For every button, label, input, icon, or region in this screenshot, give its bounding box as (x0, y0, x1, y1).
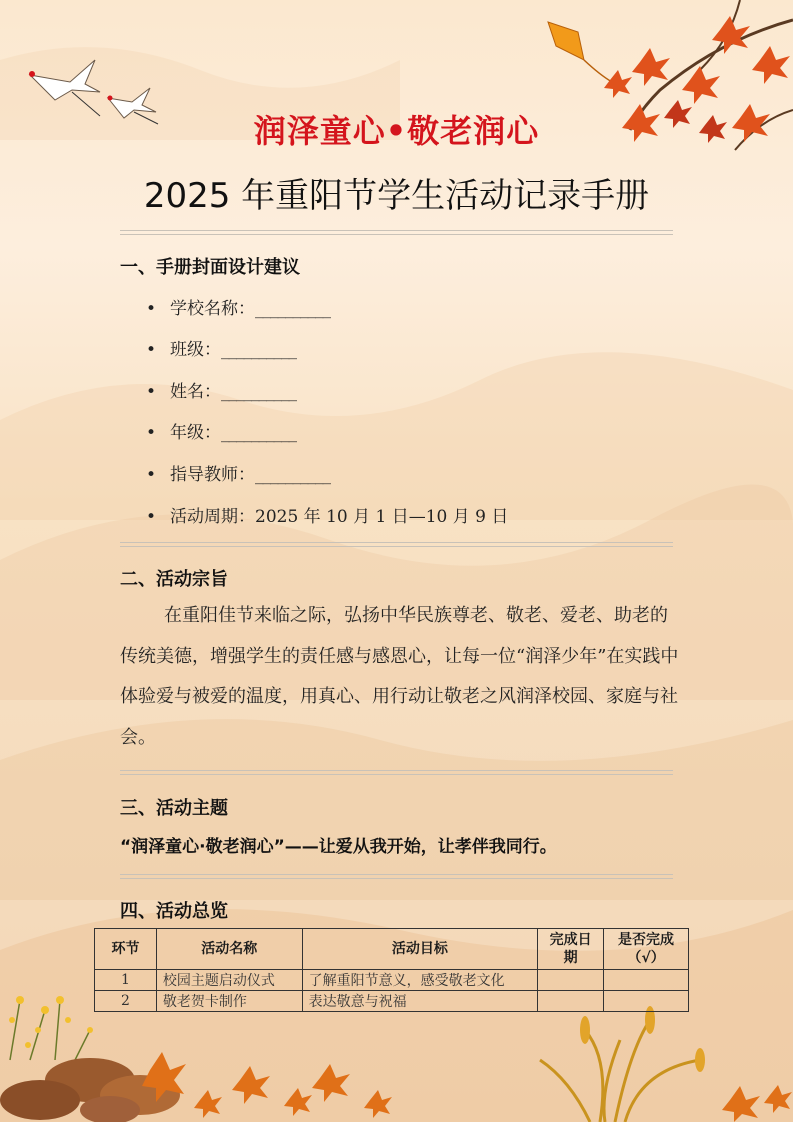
field-blank: __________ (221, 423, 296, 443)
field-instructor (146, 460, 330, 485)
table-header-row (95, 929, 689, 970)
handbook-title: 2025 年重阳节学生活动记录手册 (143, 176, 650, 216)
column-header: 活动名称 (156, 929, 302, 970)
activity-goal: 表达敬意与祝福 (302, 991, 538, 1012)
column-header: 环节 (95, 929, 157, 970)
bullet-icon: • (146, 465, 157, 485)
bullet-icon: • (146, 507, 157, 527)
section-divider (120, 542, 673, 547)
activity-goal: 了解重阳节意义，感受敬老文化 (302, 970, 538, 991)
theme-text: “润泽童心·敬老润心”——让爱从我开始，让孝伴我同行。 (120, 837, 557, 857)
activity-overview-table (94, 928, 689, 1012)
row-number: 1 (95, 970, 157, 991)
purpose-paragraph: 在重阳佳节来临之际，弘扬中华民族尊老、敬老、爱老、助老的传统美德，增强学生的责任感与感恩心，让每一位“润泽少年”在实践中体验爱与被爱的温度，用真心、用行动让敬老之风润泽校园、家庭与社会。 (120, 605, 679, 748)
field-activity-period (146, 502, 508, 527)
section-divider (120, 230, 673, 235)
field-label: 学校名称： (170, 299, 255, 319)
bullet-icon: • (146, 382, 157, 402)
column-header: 是否完成（√） (604, 929, 689, 970)
field-value: 2025 年 10 月 1 日—10 月 9 日 (255, 507, 509, 527)
bullet-icon: • (146, 299, 157, 319)
field-blank: __________ (221, 340, 296, 360)
field-name (146, 377, 296, 402)
table-row (95, 970, 689, 991)
column-header: 完成日期 (538, 929, 604, 970)
field-label: 姓名： (170, 382, 221, 402)
row-number: 2 (95, 991, 157, 1012)
completion-date-cell[interactable] (538, 991, 604, 1012)
field-grade (146, 418, 296, 443)
table-row (95, 991, 689, 1012)
field-label: 年级： (170, 423, 221, 443)
completion-date-cell[interactable] (538, 970, 604, 991)
completed-check-cell[interactable] (604, 991, 689, 1012)
field-school-name (146, 294, 330, 319)
handbook-subtitle: 润泽童心•敬老润心 (253, 112, 540, 150)
section-divider (120, 770, 673, 775)
bullet-icon: • (146, 423, 157, 443)
activity-name: 敬老贺卡制作 (156, 991, 302, 1012)
field-blank: __________ (221, 382, 296, 402)
section-divider (120, 874, 673, 879)
activity-name: 校园主题启动仪式 (156, 970, 302, 991)
field-label: 活动周期： (170, 507, 255, 527)
section-heading-theme: 三、活动主题 (120, 798, 228, 819)
section-heading-overview: 四、活动总览 (120, 901, 228, 922)
section-heading-cover: 一、手册封面设计建议 (120, 257, 300, 278)
field-label: 指导教师： (170, 465, 255, 485)
bullet-icon: • (146, 340, 157, 360)
column-header: 活动目标 (302, 929, 538, 970)
field-label: 班级： (170, 340, 221, 360)
field-blank: __________ (255, 465, 330, 485)
field-class (146, 335, 296, 360)
section-heading-purpose: 二、活动宗旨 (120, 569, 228, 590)
completed-check-cell[interactable] (604, 970, 689, 991)
field-blank: __________ (255, 299, 330, 319)
